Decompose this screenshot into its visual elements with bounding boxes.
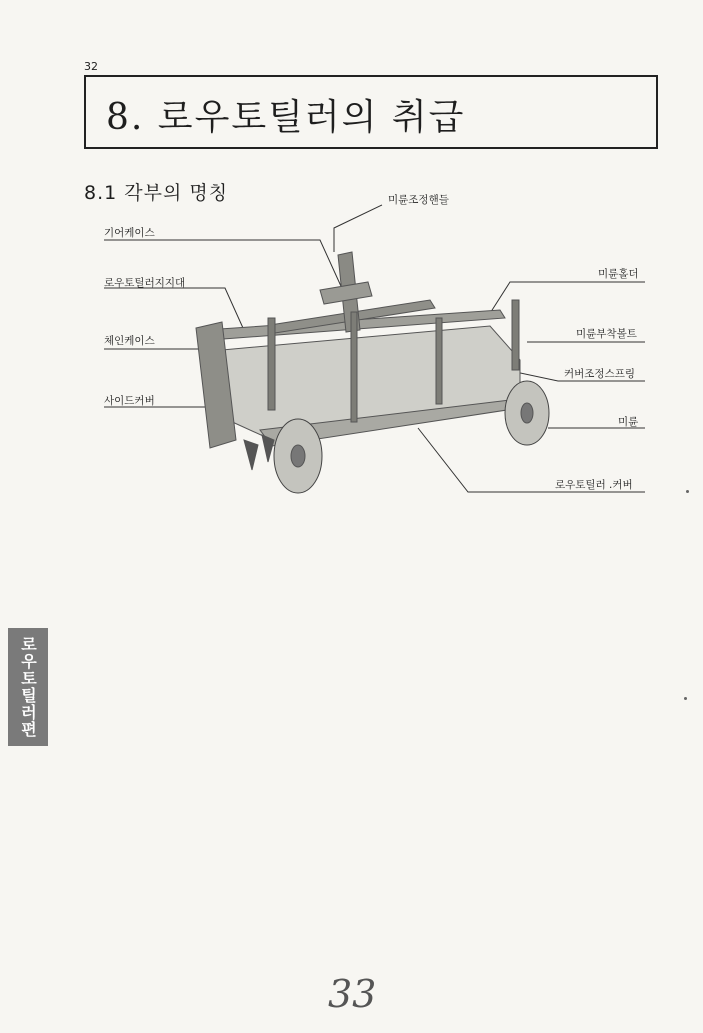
label-chain-case: 체인케이스 xyxy=(104,335,155,347)
label-fine-adjust-handle: 미륜조정핸들 xyxy=(388,194,449,206)
scan-speck xyxy=(686,490,689,493)
label-side-cover: 사이드커버 xyxy=(104,395,155,407)
label-wheel-bolt: 미륜부착볼트 xyxy=(576,328,637,340)
label-gear-case: 기어케이스 xyxy=(104,227,155,239)
chapter-title: 8. 로우토틸러의 취급 xyxy=(106,97,466,138)
leader-fine-adjust xyxy=(334,205,382,252)
label-tail-wheel: 미륜 xyxy=(618,416,639,428)
label-wheel-holder: 미륜홀더 xyxy=(598,268,639,280)
leader-wheel-holder xyxy=(487,282,645,318)
handwritten-page-number: 33 xyxy=(328,972,377,1016)
section-side-tab: 로우토틸러편 xyxy=(8,628,48,746)
section-title: 8.1 각부의 명칭 xyxy=(84,182,229,204)
label-tiller-cover: 로우토틸러 .커버 xyxy=(555,479,633,491)
page-number: 32 xyxy=(84,60,98,73)
label-cover-spring: 커버조정스프링 xyxy=(564,368,636,380)
label-support-frame: 로우토틸러지지대 xyxy=(104,277,186,289)
tiller-machine xyxy=(196,252,549,493)
scan-speck xyxy=(684,697,687,700)
